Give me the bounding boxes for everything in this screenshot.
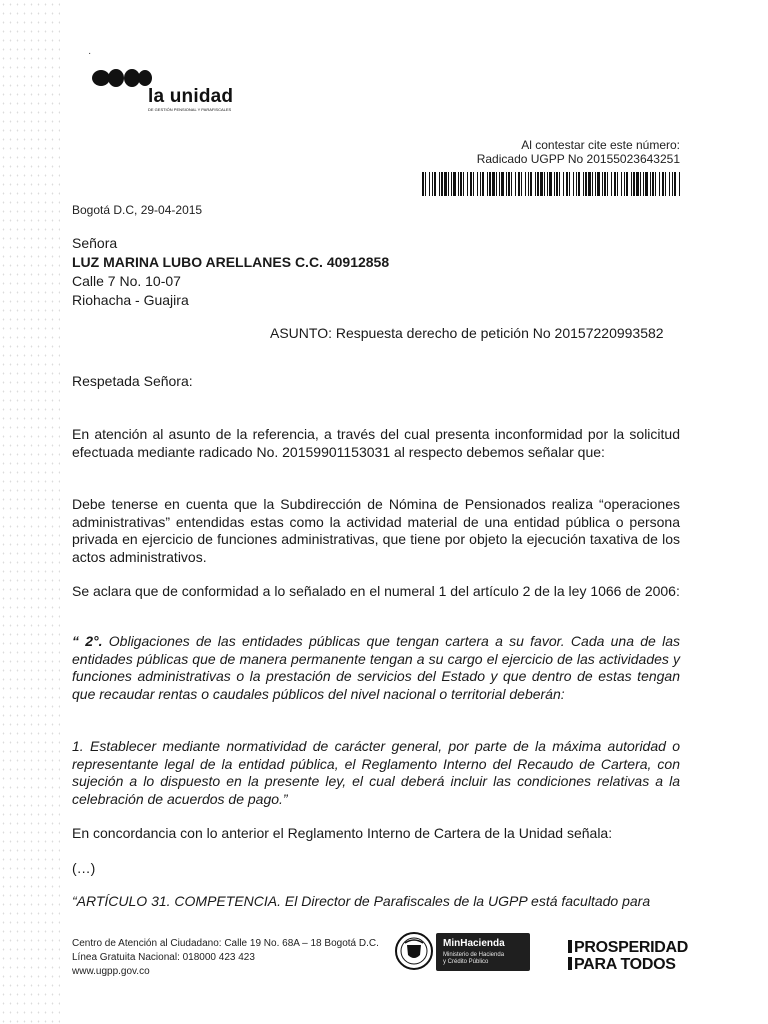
recipient-name: LUZ MARINA LUBO ARELLANES C.C. 40912858: [72, 254, 390, 270]
barcode-bar: [518, 172, 520, 196]
recipient-city: Riohacha - Guajira: [72, 292, 189, 308]
cite-instruction: Al contestar cite este número:: [521, 138, 680, 152]
barcode-bar: [489, 172, 491, 196]
footer-address: Centro de Atención al Ciudadano: Calle 19 No. 68A – 18 Bogotá D.C.: [72, 938, 379, 949]
minhacienda-logo: [436, 933, 530, 971]
radicado-number: Radicado UGPP No 20155023643251: [476, 152, 680, 166]
scan-mark: ·: [88, 48, 92, 59]
barcode-bar: [679, 172, 680, 196]
barcode-bar: [487, 172, 488, 196]
paragraph-3: Se aclara que de conformidad a lo señalado en el numeral 1 del artículo 2 de la ley 1066 de 2006:: [72, 583, 680, 599]
barcode-bar: [588, 172, 591, 196]
footer-phone: Línea Gratuita Nacional: 018000 423 423: [72, 952, 255, 963]
barcode-bar: [515, 172, 516, 196]
barcode-bar: [556, 172, 558, 196]
prosperidad-line1: [568, 939, 688, 956]
prosperidad-bar-icon: [568, 957, 572, 970]
barcode-bar: [467, 172, 468, 196]
quote-article-body: Obligaciones de las entidades públicas que tengan cartera a su favor. Cada una de las entidades públicas que de manera permanente tengan a su cargo el ejercicio de las actividades y funciones administrativas o la prestación de servicios del Estado y que dentro de estas tengan que recaudar rentas o caudales públicos del nivel nacional o territorial deberán:: [72, 633, 680, 702]
prosperidad-word: PROSPERIDAD: [574, 939, 689, 956]
barcode-bar: [506, 172, 507, 196]
paragraph-concordancia: En concordancia con lo anterior el Reglamento Interno de Cartera de la Unidad señala:: [72, 825, 613, 841]
paragraph-1: En atención al asunto de la referencia, a través del cual presenta inconformidad por la solicitud efectuada mediante radicado No. 20159901153031 al respecto debemos señalar que:: [72, 426, 680, 460]
barcode-bar: [547, 172, 548, 196]
barcode-bar: [544, 172, 545, 196]
barcode-bar: [554, 172, 555, 196]
barcode-bar: [521, 172, 522, 196]
barcode-bar: [674, 172, 676, 196]
barcode-bar: [672, 172, 673, 196]
letter-date: Bogotá D.C, 29-04-2015: [72, 203, 203, 217]
barcode-bar: [597, 172, 600, 196]
barcode-bar: [573, 172, 574, 196]
ellipsis-line: (…): [72, 860, 96, 876]
barcode-bar: [448, 172, 449, 196]
barcode-bar: [492, 172, 495, 196]
barcode-bar: [463, 172, 464, 196]
barcode-bar: [645, 172, 648, 196]
barcode-bar: [640, 172, 641, 196]
barcode-bar: [631, 172, 632, 196]
barcode-bar: [559, 172, 560, 196]
barcode-bar: [569, 172, 570, 196]
barcode-bar: [511, 172, 512, 196]
barcode-bar: [643, 172, 644, 196]
barcode-bar: [626, 172, 628, 196]
barcode-bar: [535, 172, 536, 196]
quote-article-number: “ 2°.: [72, 633, 103, 649]
barcode-bar: [669, 172, 670, 196]
barcode-bar: [566, 172, 568, 196]
citation-block: [477, 138, 680, 166]
barcode-bar: [636, 172, 639, 196]
logo-name: la unidad: [148, 86, 234, 107]
barcode-bar: [508, 172, 510, 196]
barcode-bar: [453, 172, 456, 196]
quote-numeral-1: 1. Establecer mediante normatividad de carácter general, por parte de la máxima autoridad o representante legal de la entidad pública, el Reglamento Interno del Recaudo de Cartera, con sujeción a lo dispuesto en la presente ley, el cual deberá incluir las condiciones relativas a la celebración de acuerdos de pago.”: [72, 738, 680, 807]
barcode-bar: [477, 172, 478, 196]
barcode-bar: [473, 172, 474, 196]
quote-article-31: “ARTÍCULO 31. COMPETENCIA. El Director de Parafiscales de la UGPP está facultado para: [72, 893, 651, 909]
greeting: Respetada Señora:: [72, 373, 193, 389]
barcode-bar: [650, 172, 651, 196]
minhacienda-title: MinHacienda: [443, 938, 505, 949]
addressee-block: [72, 234, 389, 310]
footer-website: www.ugpp.gov.co: [72, 966, 150, 977]
barcode-bar: [595, 172, 596, 196]
colombia-seal-icon: [394, 931, 434, 971]
barcode-bar: [659, 172, 660, 196]
salutation-title: Señora: [72, 235, 118, 251]
barcode-bar: [592, 172, 593, 196]
barcode-bar: [602, 172, 603, 196]
prosperidad-logo: [568, 939, 688, 973]
barcode-bar: [540, 172, 543, 196]
scan-noise-edge: [0, 0, 60, 1024]
barcode-bar: [576, 172, 577, 196]
barcode-bar: [441, 172, 443, 196]
barcode-bar: [563, 172, 564, 196]
barcode-bar: [633, 172, 635, 196]
barcode-bar: [458, 172, 459, 196]
barcode-bar: [549, 172, 552, 196]
ugpp-logo: [92, 66, 252, 122]
barcode-bar: [525, 172, 526, 196]
barcode-bar: [614, 172, 616, 196]
barcode-bar: [585, 172, 587, 196]
minhacienda-sub2: y Crédito Público: [443, 959, 489, 965]
prosperidad-line2: [568, 956, 688, 973]
recipient-address: Calle 7 No. 10-07: [72, 273, 181, 289]
barcode-bar: [537, 172, 539, 196]
barcode-bar: [499, 172, 500, 196]
logo-tagline: DE GESTIÓN PENSIONAL Y PARAFISCALES: [148, 107, 232, 112]
barcode-bar: [604, 172, 606, 196]
barcode-bar: [621, 172, 622, 196]
barcode-bar: [439, 172, 440, 196]
barcode-bar: [451, 172, 452, 196]
barcode-bar: [652, 172, 654, 196]
barcode-bar: [444, 172, 447, 196]
barcode-bar: [482, 172, 484, 196]
barcode-bar: [425, 172, 426, 196]
barcode-bar: [611, 172, 612, 196]
minhacienda-sub1: Ministerio de Hacienda: [443, 952, 505, 958]
barcode-bar: [432, 172, 433, 196]
barcode-bar: [530, 172, 532, 196]
barcode-bar: [434, 172, 436, 196]
barcode-bar: [665, 172, 666, 196]
paragraph-2: Debe tenerse en cuenta que la Subdirección de Nómina de Pensionados realiza “operaciones administrativas” entendidas estas como la actividad material de una entidad pública o persona privada en ejercicio de funciones administrativas, que tiene por objeto la ejecución taxativa de los actos administrativos.: [72, 496, 680, 565]
para-todos-word: PARA TODOS: [574, 956, 676, 973]
barcode: [422, 172, 680, 196]
barcode-bar: [607, 172, 608, 196]
logo-dots-icon: [92, 66, 152, 92]
barcode-bar: [460, 172, 462, 196]
barcode-bar: [655, 172, 656, 196]
barcode-bar: [480, 172, 481, 196]
footer-contact: [72, 937, 379, 979]
subject-line: ASUNTO: Respuesta derecho de petición No 20157220993582: [270, 325, 664, 341]
barcode-bar: [429, 172, 430, 196]
barcode-bar: [496, 172, 497, 196]
barcode-bar: [470, 172, 472, 196]
barcode-bar: [501, 172, 504, 196]
barcode-bar: [662, 172, 664, 196]
barcode-bar: [624, 172, 625, 196]
quote-article-2: [72, 633, 680, 703]
barcode-bar: [422, 172, 424, 196]
prosperidad-bar-icon: [568, 940, 572, 953]
barcode-bar: [583, 172, 584, 196]
minhacienda-subtitle: [443, 952, 504, 966]
barcode-bar: [617, 172, 618, 196]
barcode-bar: [528, 172, 529, 196]
barcode-bar: [578, 172, 580, 196]
